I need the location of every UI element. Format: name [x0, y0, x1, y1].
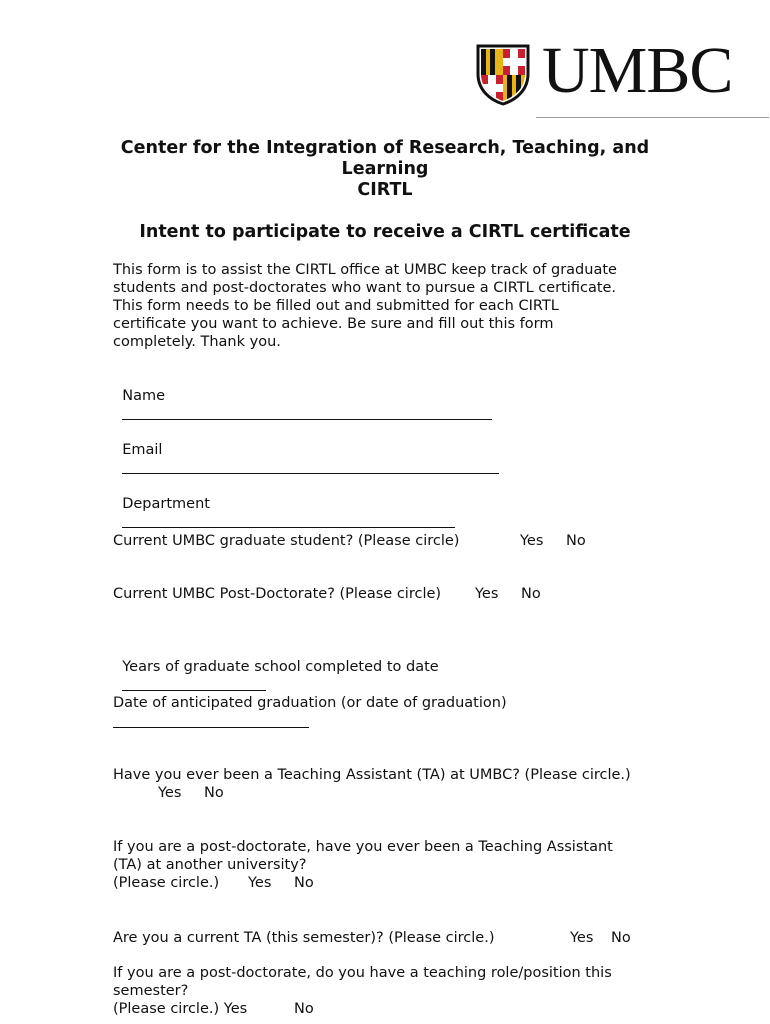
- years-row: [113, 640, 439, 696]
- center-title-line2: Learning: [341, 159, 429, 179]
- name-row: [113, 369, 492, 425]
- teaching-role-question-line2: semester?: [113, 983, 189, 999]
- center-title-line3: CIRTL: [357, 180, 413, 200]
- ta-other-question-line2: (TA) at another university?: [113, 857, 307, 873]
- intro-line: completely. Thank you.: [113, 334, 281, 350]
- header-divider: [536, 117, 769, 118]
- ta-umbc-question: Have you ever been a Teaching Assistant (TA) at UMBC? (Please circle.): [113, 767, 631, 783]
- email-label: Email: [122, 442, 163, 458]
- postdoc-question: Current UMBC Post-Doctorate? (Please circle): [113, 586, 442, 602]
- ta-other-please-circle: (Please circle.): [113, 875, 220, 891]
- graduation-field[interactable]: [113, 713, 309, 728]
- ta-umbc-yes[interactable]: Yes: [158, 785, 182, 801]
- intro-line: This form needs to be filled out and submitted for each CIRTL: [113, 298, 559, 314]
- teaching-role-question-line1: If you are a post-doctorate, do you have a teaching role/position this: [113, 965, 612, 981]
- email-field[interactable]: [122, 459, 499, 474]
- grad-student-yes[interactable]: Yes: [520, 533, 544, 549]
- name-label: Name: [122, 388, 165, 404]
- intro-line: certificate you want to achieve. Be sure and fill out this form: [113, 316, 554, 332]
- graduation-label: Date of anticipated graduation (or date of graduation): [113, 695, 507, 711]
- grad-student-question: Current UMBC graduate student? (Please circle): [113, 533, 460, 549]
- department-row: [113, 477, 455, 533]
- ta-other-no[interactable]: No: [294, 875, 314, 891]
- department-label: Department: [122, 496, 210, 512]
- years-field[interactable]: [122, 676, 266, 691]
- ta-umbc-no[interactable]: No: [204, 785, 224, 801]
- center-title-line1: Center for the Integration of Research, Teaching, and: [120, 138, 650, 158]
- current-ta-yes[interactable]: Yes: [570, 930, 594, 946]
- department-field[interactable]: [122, 513, 455, 528]
- intro-line: This form is to assist the CIRTL office at UMBC keep track of graduate: [113, 262, 617, 278]
- umbc-wordmark: UMBC: [542, 34, 733, 107]
- postdoc-no[interactable]: No: [521, 586, 541, 602]
- email-row: [113, 423, 499, 479]
- years-label: Years of graduate school completed to date: [122, 659, 439, 675]
- current-ta-no[interactable]: No: [611, 930, 631, 946]
- grad-student-no[interactable]: No: [566, 533, 586, 549]
- current-ta-question: Are you a current TA (this semester)? (Please circle.): [113, 930, 495, 946]
- name-field[interactable]: [122, 405, 492, 420]
- intro-line: students and post-doctorates who want to pursue a CIRTL certificate.: [113, 280, 617, 296]
- intro-paragraph: [113, 261, 673, 351]
- teaching-role-yes[interactable]: (Please circle.) Yes: [113, 1001, 248, 1017]
- postdoc-yes[interactable]: Yes: [475, 586, 499, 602]
- umbc-logo: [476, 34, 736, 108]
- shield-icon: [476, 44, 530, 106]
- ta-other-question-line1: If you are a post-doctorate, have you ever been a Teaching Assistant: [113, 839, 613, 855]
- ta-other-yes[interactable]: Yes: [248, 875, 272, 891]
- teaching-role-no[interactable]: No: [294, 1001, 314, 1017]
- form-subtitle: Intent to participate to receive a CIRTL certificate: [139, 222, 631, 242]
